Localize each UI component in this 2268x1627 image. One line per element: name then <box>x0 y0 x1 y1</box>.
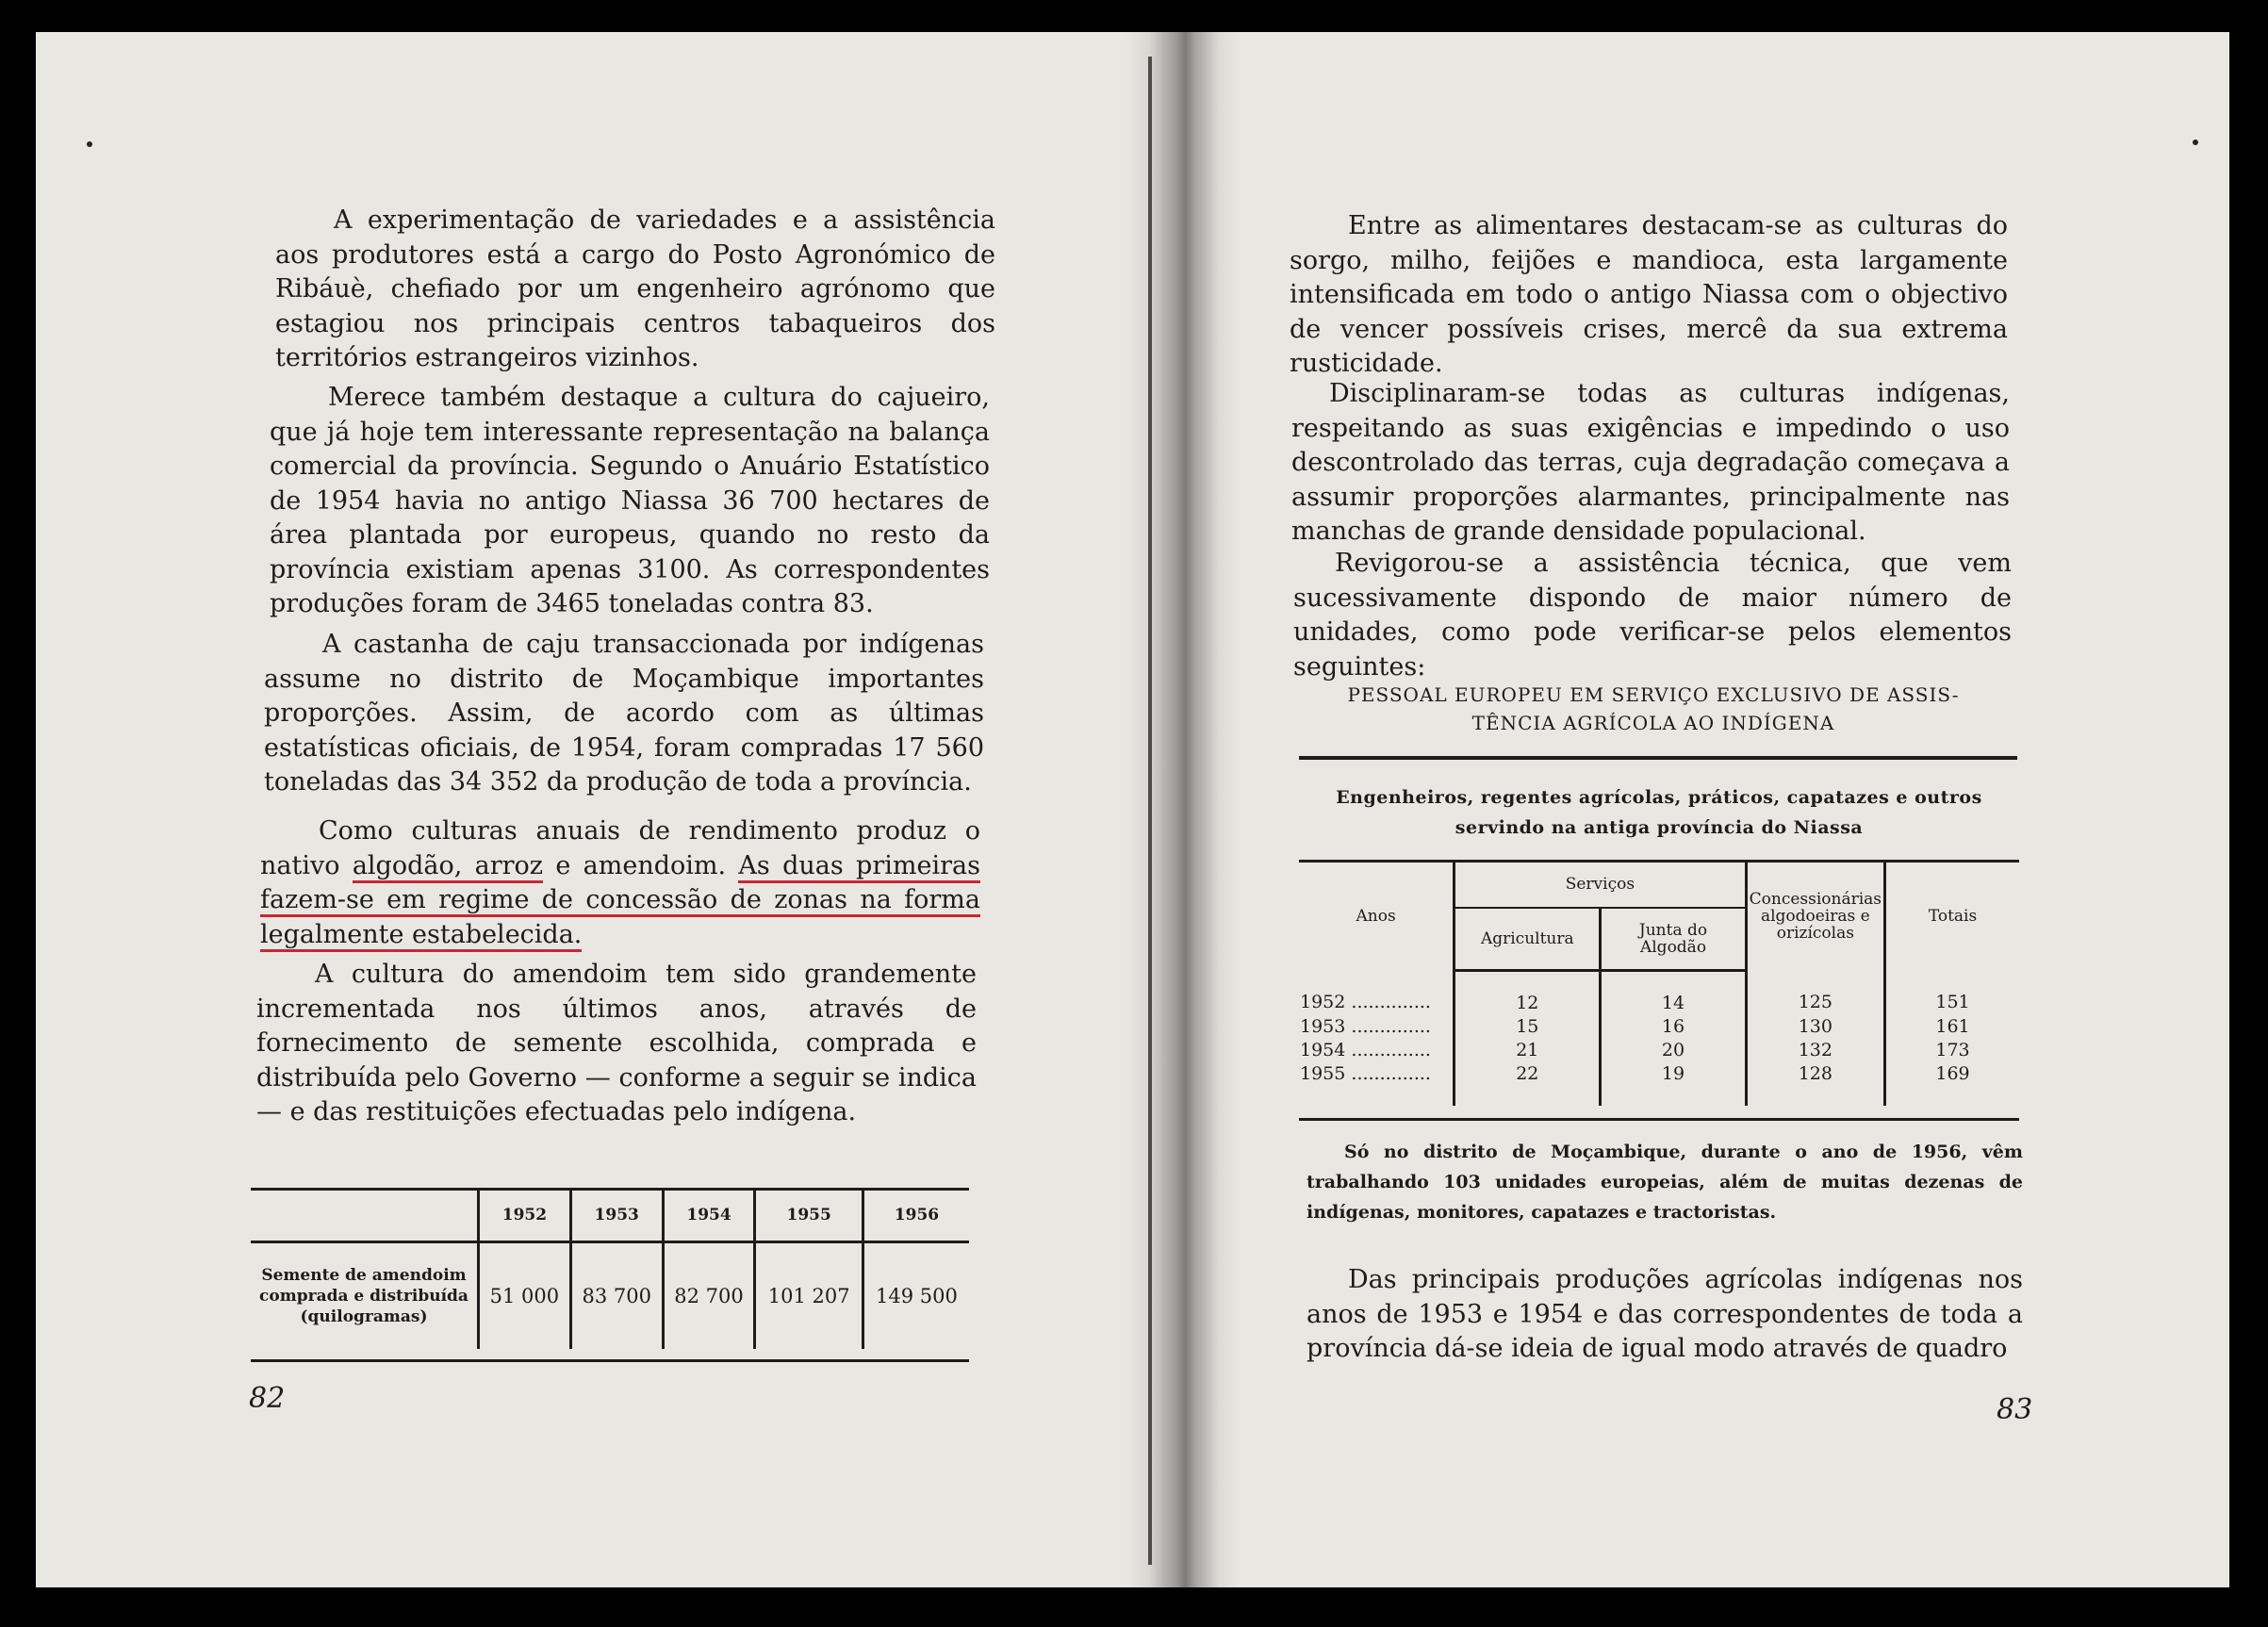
table-bottom-rule <box>1299 1118 2019 1121</box>
table-header-concessionarias: Concessionárias algodoeiras e orizícolas <box>1746 862 1884 971</box>
table-cell-year: 1955 .............. <box>1300 1063 1431 1084</box>
table-cell: 125 <box>1746 971 1884 1016</box>
table-header-blank <box>251 1190 479 1242</box>
page-number-right: 83 <box>1997 1393 2033 1426</box>
table-subtitle-line: servindo na antiga província do Niassa <box>1454 817 1864 838</box>
table-row <box>1299 971 2019 1016</box>
gutter-line <box>1148 57 1152 1565</box>
table-cell: 149 500 <box>863 1242 969 1350</box>
left-paragraph-4: Como culturas anuais de rendimento produz o nativo algodão, arroz e amendoim. As duas primeiras fazem-se em regime de concessão de zonas na forma legalmente estabelecida. <box>260 814 980 952</box>
speck <box>87 141 92 147</box>
underlined-text: As duas primeiras fazem-se em regime de concessão de zonas na forma legalmente estabelecida. <box>260 851 980 952</box>
seed-table <box>251 1190 969 1349</box>
left-paragraph-5: A cultura do amendoim tem sido grandemente incrementada nos últimos anos, através de fornecimento de semente escolhida, comprada e distribuída pelo Governo — conforme a seguir se indica — e das restituições efectuadas pelo indígena. <box>256 960 977 1126</box>
table-cell: 22 <box>1454 1062 1601 1106</box>
table-subtitle-line: Engenheiros, regentes agrícolas, práticos, capatazes e outros <box>1336 787 1982 808</box>
table-header-junta: Junta do Algodão <box>1601 908 1746 971</box>
table-cell: 128 <box>1746 1062 1884 1106</box>
table-header-row <box>251 1190 969 1242</box>
table-cell: 161 <box>1885 1015 2019 1039</box>
table-header-row <box>1299 862 2019 908</box>
right-paragraph-2: Disciplinaram-se todas as culturas indígenas, respeitando as suas exigências e impedindo o uso descontrolado das terras, cuja degradação começava a assumir proporções alarmantes, principalmente nas manchas de grande densidade populacional. <box>1291 379 2010 546</box>
table-header-anos: Anos <box>1356 906 1396 926</box>
table-header-year: 1956 <box>863 1190 969 1242</box>
table-row <box>1299 1015 2019 1039</box>
right-paragraph-1: Entre as alimentares destacam-se as culturas do sorgo, milho, feijões e mandioca, esta largamente intensificada em todo o antigo Niassa com o objectivo de vencer possíveis crises, mercê da sua extrema rusticidade. <box>1290 211 2008 378</box>
table-cell-year: 1954 .............. <box>1300 1040 1431 1060</box>
table-title <box>1293 681 2013 737</box>
table-row <box>251 1242 969 1350</box>
table-header-year: 1955 <box>755 1190 863 1242</box>
table-cell: 15 <box>1454 1015 1601 1039</box>
table-header-agricultura: Agricultura <box>1454 908 1601 971</box>
table-cell: 19 <box>1601 1062 1746 1106</box>
table-cell: 51 000 <box>479 1242 571 1350</box>
table-bottom-rule <box>251 1359 969 1362</box>
table-note: Só no distrito de Moçambique, durante o ano de 1956, vêm trabalhando 103 unidades europeias, além de muitas dezenas de indígenas, monitores, capatazes e tractoristas. <box>1307 1142 2023 1223</box>
left-paragraph-1: A experimentação de variedades e a assistência aos produtores está a cargo do Posto Agronómico de Ribáuè, chefiado por um engenheiro agrónomo que estagiou nos principais centros tabaqueiros dos territórios estrangeiros vizinhos. <box>275 205 995 372</box>
table-cell: 169 <box>1885 1062 2019 1106</box>
table-cell: 130 <box>1746 1015 1884 1039</box>
table-cell: 83 700 <box>570 1242 663 1350</box>
page-number-left: 82 <box>249 1382 286 1415</box>
table-header-servicos: Serviços <box>1454 862 1746 908</box>
table-header-year: 1954 <box>663 1190 755 1242</box>
table-header-year: 1952 <box>479 1190 571 1242</box>
table-cell: 12 <box>1454 971 1601 1016</box>
book-gutter <box>1126 32 1240 1587</box>
table-cell: 132 <box>1746 1039 1884 1062</box>
table-row <box>1299 1062 2019 1106</box>
table-title-line: TÊNCIA AGRÍCOLA AO INDÍGENA <box>1471 712 1835 734</box>
table-header-totais: Totais <box>1885 862 2019 971</box>
table-row-label: Semente de amendoim comprada e distribuída (quilogramas) <box>259 1266 468 1326</box>
table-cell: 14 <box>1601 971 1746 1016</box>
table-cell-year: 1953 .............. <box>1300 1016 1431 1037</box>
table-cell: 20 <box>1601 1039 1746 1062</box>
table-cell: 173 <box>1885 1039 2019 1062</box>
table-subtitle <box>1299 782 2019 843</box>
left-paragraph-3: A castanha de caju transaccionada por indígenas assume no distrito de Moçambique importantes proporções. Assim, de acordo com as últimas estatísticas oficiais, de 1954, foram compradas 17 560 toneladas das 34 352 da produção de toda a província. <box>264 630 984 797</box>
table-title-line: PESSOAL EUROPEU EM SERVIÇO EXCLUSIVO DE ASSIS- <box>1347 683 1960 706</box>
table-cell: 82 700 <box>663 1242 755 1350</box>
table-cell-year: 1952 .............. <box>1300 992 1431 1013</box>
table-cell: 151 <box>1885 971 2019 1016</box>
table-title-rule <box>1299 756 2017 760</box>
left-paragraph-2: Merece também destaque a cultura do cajueiro, que já hoje tem interessante representação na balança comercial da província. Segundo o Anuário Estatístico de 1954 havia no antigo Niassa 36 700 hectares de área plantada por europeus, quando no resto da província existiam apenas 3100. As correspondentes produções foram de 3465 toneladas contra 83. <box>270 383 990 618</box>
speck <box>2193 140 2198 145</box>
table-cell: 101 207 <box>755 1242 863 1350</box>
table-cell: 16 <box>1601 1015 1746 1039</box>
table-row <box>1299 1039 2019 1062</box>
right-paragraph-4: Das principais produções agrícolas indígenas nos anos de 1953 e 1954 e das correspondentes de toda a província dá-se ideia de igual modo através de quadro <box>1307 1265 2023 1363</box>
right-paragraph-3: Revigorou-se a assistência técnica, que vem sucessivamente dispondo de maior número de unidades, como pode verificar-se pelos elementos seguintes: <box>1293 549 2012 682</box>
table-header-year: 1953 <box>570 1190 663 1242</box>
personnel-table <box>1299 862 2019 1106</box>
underlined-text: algodão, arroz <box>353 851 543 883</box>
table-cell: 21 <box>1454 1039 1601 1062</box>
